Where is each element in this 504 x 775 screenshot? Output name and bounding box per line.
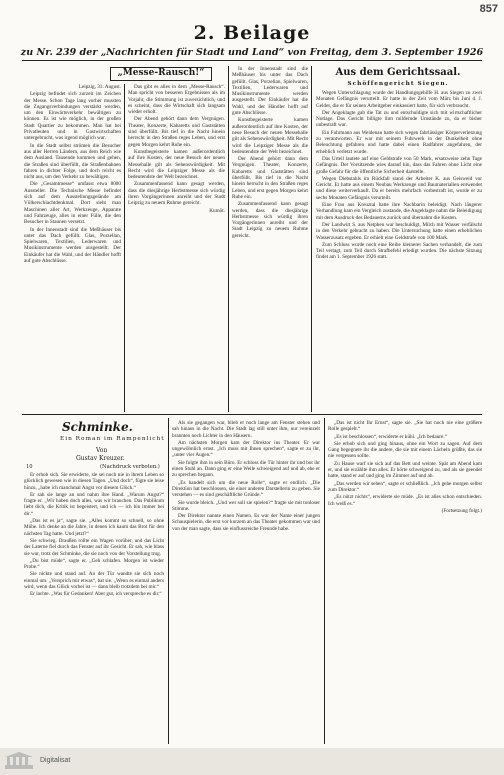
article-subtitle-gericht: Schöffengericht Siegen. <box>347 81 449 87</box>
article-title-gericht: Aus dem Gerichtssaal. <box>335 67 461 78</box>
paragraph: In die Stadt selbst strömen die Besucher aus aller Herren Ländern, aus dem Reich wie dem Ausland. Tausende kommen und gehen, die Straßen sind überfüllt, die Straßenbahnen fahren in dichter Folge, und doch reicht es nicht aus, um den Verkehr zu bewältigen. <box>24 142 121 181</box>
serial-col-3 <box>328 420 482 744</box>
paragraph: Kunstbegeisterte kamen außerordentlich auf ihre Kosten, der neue Besuch der neuen Messehalle gilt als Sehenswürdigkeit. Mit Recht wird die Leipziger Messe als die bedeutendste der Welt bezeichnet. <box>232 117 308 155</box>
serial-col-2 <box>172 420 320 744</box>
paragraph: Am nächsten Morgen kam der Direktor ins Theater. Er war ungewöhnlich ernst. „Ich muss mit Ihnen sprechen“, sagte er zu ihr, „unter vier Augen.“ <box>172 439 320 459</box>
supplement-subtitle: zu Nr. 239 der „Nachrichten für Stadt und Land“ von Freitag, dem 3. September 1926 <box>20 47 484 58</box>
dateline: Leipzig, 31. August. <box>78 84 121 90</box>
article-gericht-col <box>316 90 482 412</box>
paragraph: Der Landwirt S. aus Netphen war beschuldigt, Milch mit Wasser verfälscht in den Verkehr gebracht zu haben. Die Untersuchung hatte einen erheblichen Wasserzusatz ergeben. Er erhielt eine Geldstrafe von 100 Mark. <box>316 221 482 241</box>
paragraph: „Du bist müde“, sagte er. „Geh schlafen. Morgen ist wieder Probe.“ <box>24 557 164 571</box>
paragraph: Zu Hause warf sie sich auf das Bett und weinte. Spät am Abend kam er, und sie erzählte ihm alles. Er hörte schweigend zu, und als sie geendet hatte, stand er auf und ging im Zimmer auf und ab. <box>328 460 482 480</box>
header-rule <box>22 60 482 61</box>
paragraph: Wegen Diebstahls im Rückfall stand der Arbeiter K. aus Geisweid vor Gericht. Er hatte aus einem Neubau Werkzeuge und Baumaterialien entwendet und diese weiterverkauft. Da er bereits mehrfach vorbestraft ist, wurde er zu sechs Monaten Gefängnis verurteilt. <box>316 175 482 201</box>
paragraph: Sie folgte ihm in sein Büro. Er schloss die Tür hinter ihr und bot ihr einen Stuhl an. Dann ging er eine Weile schweigend auf und ab, ehe er zu sprechen begann. <box>172 459 320 479</box>
paragraph: In der Innenstadt sind die Meßhäuser bis unter das Dach gefüllt. Glas, Porzellan, Spielwaren, Textilien, Lederwaren und Musikinstrumente werden ausgestellt. Der Einkäufer hat die Wahl, und der Händler hofft auf gute Abschlüsse. <box>232 66 308 117</box>
paragraph: Wegen Unterschlagung wurde der Handlungsgehilfe H. aus Siegen zu zwei Monaten Gefängnis verurteilt. Er hatte in der Zeit vom März bis Juni d. J. Gelder, die er für seinen Arbeitgeber einkassiert hatte, für sich verbraucht. <box>316 90 482 109</box>
paragraph: Kunstbegeisterte kamen außerordentlich auf ihre Kosten, der neue Besuch der neuen Messehalle gilt als Sehenswürdigkeit. Mit Recht wird die Leipziger Messe als die bedeutendste der Welt bezeichnet. <box>128 148 225 181</box>
serial-continued: (Fortsetzung folgt.) <box>441 507 482 514</box>
footer-text: Digitalisat <box>40 757 71 764</box>
paragraph: Der Abend gehört dann dem Vergnügen. Theater, Konzerte, Kabaretts und Gaststätten sind überfüllt. Bis tief in die Nacht hinein herrscht in den Straßen reges Leben, und erst gegen Morgen kehrt Ruhe ein. <box>232 156 308 200</box>
paragraph: Er lachte. „Was für Gedanken! Aber gut, ich verspreche es dir.“ <box>30 591 162 598</box>
column-rule <box>124 84 125 412</box>
paragraph: Sie nickte und stand auf. An der Tür wandte sie sich noch einmal um. „Versprich mir etwas“, bat sie. „Wenn es einmal anders wird, wenn das Glück vorbei ist — dann bleib trotzdem bei mir.“ <box>24 571 164 591</box>
paragraph: Als sie gegangen war, blieb er noch lange am Fenster stehen und sah hinaus in die Nacht. Die Stadt lag still unter ihm, nur vereinzelt brannten noch Lichter in den Häusern. <box>172 420 320 439</box>
paragraph: Der Angeklagte gab die Tat zu und entschuldigte sich mit wirtschaftlicher Notlage. Das Gericht billigte ihm mildernde Umstände zu, da er bisher unbestraft war. <box>316 109 482 129</box>
serial-title: Schminke. <box>62 420 133 434</box>
paragraph: „Das ist nicht Ihr Ernst“, sagte sie. „Sie hat noch nie eine größere Rolle gespielt.“ <box>328 420 482 433</box>
paragraph: Zum Schluss wurde noch eine Reihe kleinerer Sachen verhandelt, die zum Teil vertagt, zum Teil durch Strafbefehl erledigt wurden. Die nächste Sitzung findet am 1. September 1926 statt. <box>316 241 482 261</box>
article-messe-col-2 <box>128 84 225 412</box>
paragraph: „Es nützt nichts“, erwiderte sie müde. „Es ist alles schon entschieden. Ich weiß es.“ <box>328 494 482 507</box>
serial-author: Gustav Kreuzer. <box>76 455 125 462</box>
column-rule <box>324 418 325 744</box>
column-rule <box>311 66 312 412</box>
paragraph: Er erhob sich. Sie erwiderte, sie sei noch nie in ihrem Leben so glücklich gewesen wie in diesen Tagen. „Und doch“, fügte sie leise hinzu, „habe ich manchmal Angst vor diesem Glück.“ <box>24 472 164 491</box>
paragraph: Leipzig befindet sich zurzeit im Zeichen der Messe. Schon Tage lang vorher mussten die Zugangsverbindungen verstärkt werden, um den Einwärtsverkehr bewältigen zu können. Es ist wie möglich, in der großen Stadt Quartier zu bekommen. Man hat bei Privatleuten und in Gastwirtschaften untergebracht, was irgend möglich war. <box>24 91 121 142</box>
paragraph: Er sah sie lange an und nahm ihre Hand. „Warum Angst?“ fragte er. „Wir haben doch alles, was wir brauchen. Das Publikum liebt dich, die Kritik ist begeistert, und ich — ich bin immer bei dir.“ <box>24 491 164 517</box>
page-number: 857 <box>479 3 498 15</box>
article-title-messe: „Messe-Rausch!“ <box>110 67 212 81</box>
article-messe-col-1 <box>24 84 121 412</box>
serial-chapter: 10 <box>26 464 33 470</box>
paragraph: Zusammenfassend kann gesagt werden, dass die diesjährige Herbstmesse sich würdig ihren Vorgängerinnen anreiht und der Stadt Leipzig zu neuem Ruhme gereicht. <box>232 201 308 239</box>
paragraph: Der Abend gehört dann dem Vergnügen. Theater, Konzerte, Kabaretts und Gaststätten sind überfüllt. Bis tief in die Nacht hinein herrscht in den Straßen reges Leben, und erst gegen Morgen kehrt Ruhe ein. <box>128 116 225 148</box>
paragraph: „Das werden wir sehen“, sagte er schließlich. „Ich gehe morgen selbst zum Direktor.“ <box>328 480 482 493</box>
paragraph: Das gibt es alles in dem „Messe-Rausch“. Man spricht von besseren Ergebnissen als im Vorjahr, die Stimmung ist zuversichtlich, und es scheint, dass die Wirtschaft sich langsam wieder erholt. <box>128 84 225 116</box>
paragraph: Sie schwieg. Draußen rollte ein Wagen vorüber, und das Licht der Laterne fiel durch das Fenster auf ihr Gesicht. Er sah, wie blass sie war, trotz der Schminke, die sie noch von der Vorstellung trug. <box>24 537 164 557</box>
serial-subtitle: Ein Roman im Rampenlicht <box>60 436 165 442</box>
paragraph: Das Urteil lautete auf eine Geldstrafe von 50 Mark, ersatzweise zehn Tage Gefängnis. Der Vorsitzende wies darauf hin, dass das Fahren ohne Licht eine große Gefahr für die öffentliche Sicherheit darstelle. <box>316 155 482 175</box>
serial-col-1 <box>24 472 164 744</box>
column-rule <box>228 66 229 412</box>
paragraph: Der Direktor nannte einen Namen. Es war der Name einer jungen Schauspielerin, die erst vor kurzem an das Theater gekommen war und von der man sagte, dass sie einflussreiche Freunde habe. <box>172 513 320 532</box>
paragraph: Sie wurde bleich. „Und wer soll sie spielen?“ fragte sie mit tonloser Stimme. <box>172 499 320 512</box>
paragraph: Ein Fuhrmann aus Weidenau hatte sich wegen fahrlässiger Körperverletzung zu verantworten. Er war mit seinem Fuhrwerk in der Dunkelheit ohne Beleuchtung gefahren und hatte dabei einen Radfahrer angefahren, der erheblich verletzt wurde. <box>316 129 482 155</box>
footer-bar <box>0 748 504 775</box>
paragraph: Eine Frau aus Kreuztal hatte ihre Nachbarin beleidigt. Nach längerer Verhandlung kam ein Vergleich zustande, die Angeklagte nahm die Beleidigung mit dem Ausdruck des Bedauerns zurück und übernahm die Kosten. <box>316 202 482 221</box>
section-rule <box>22 414 482 415</box>
paragraph: Sie erhob sich und ging hinaus, ohne ein Wort zu sagen. Auf dem Gang begegnete ihr die andere, die sie mit einem Lächeln grüßte, das sie nie vergessen sollte. <box>328 440 482 460</box>
article-signature: Kumöt. <box>209 207 225 214</box>
paragraph: Die „Gesamtmesse“ umfasst etwa 8000 Aussteller. Die Technische Messe befindet sich auf dem Ausstellungsgelände am Völkerschlachtdenkmal. Dort sieht man Maschinen aller Art, Werkzeuge, Apparate und Fahrzeuge, alles in einer Fülle, die den Besucher in Staunen versetzt. <box>24 181 121 226</box>
serial-notice: (Nachdruck verboten.) <box>100 464 160 470</box>
supplement-title: 2. Beilage <box>193 22 311 44</box>
paragraph: In der Innenstadt sind die Meßhäuser bis unter das Dach gefüllt. Glas, Porzellan, Spielwaren, Textilien, Lederwaren und Musikinstrumente werden ausgestellt. Der Einkäufer hat die Wahl, und der Händler hofft auf gute Abschlüsse. <box>24 226 121 265</box>
column-rule <box>168 418 169 744</box>
paragraph: „Das ist es ja“, sagte sie. „Alles kommt so schnell, so ohne Mühe. Ich denke an die Jahre, in denen ich kaum das Brot für den nächsten Tag hatte. Und jetzt?“ <box>24 518 164 537</box>
article-messe-col-3 <box>232 66 308 412</box>
paragraph: „Es handelt sich um die neue Rolle“, sagte er endlich. „Die Direktion hat beschlossen, sie einer anderen Darstellerin zu geben. Sie verstehen — es sind geschäftliche Gründe.“ <box>172 479 320 499</box>
paragraph: „Es ist beschlossen“, erwiderte er kühl. „Ich bedaure.“ <box>334 433 447 440</box>
paragraph: Zusammenfassend kann gesagt werden, dass die diesjährige Herbstmesse sich würdig ihren Vorgängerinnen anreiht und der Stadt Leipzig zu neuem Ruhme gereicht. <box>128 181 225 207</box>
library-logo-icon <box>4 751 34 771</box>
serial-by: Von <box>96 447 108 454</box>
